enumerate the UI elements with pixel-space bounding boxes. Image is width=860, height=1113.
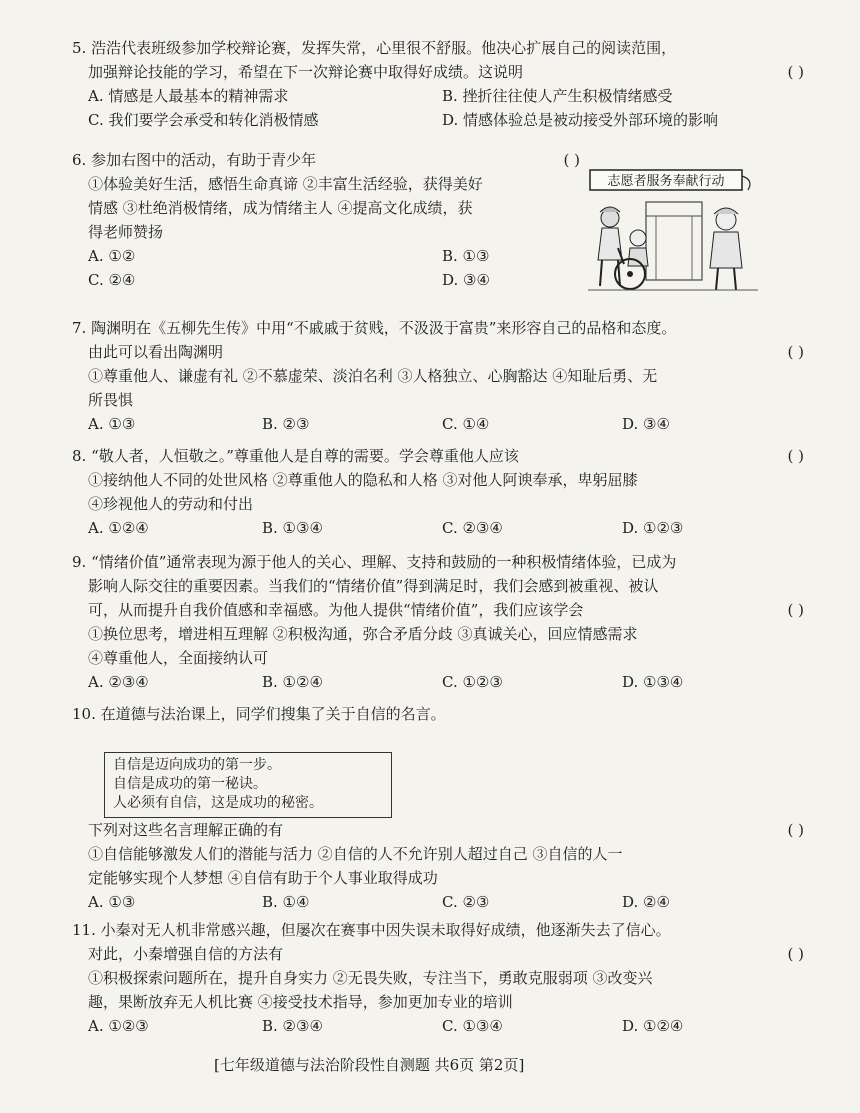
- q7-option-a: A. ①③: [88, 415, 136, 433]
- q8-answer-blank: ( ): [787, 447, 804, 465]
- q7-stem-line-2: 由此可以看出陶渊明: [88, 343, 224, 361]
- q11-option-b: B. ②③④: [262, 1017, 323, 1035]
- q5-option-b: B. 挫折往往使人产生积极情绪感受: [442, 87, 673, 105]
- q11-choices-line-2: 趣，果断放弃无人机比赛 ④接受技术指导，参加更加专业的培训: [88, 993, 513, 1011]
- q8-option-d: D. ①②③: [622, 519, 684, 537]
- q7-choices-line-2: 所畏惧: [88, 391, 134, 409]
- q8-option-a: A. ①②④: [88, 519, 149, 537]
- q6-stem-line-1: 6. 参加右图中的活动，有助于青少年: [72, 151, 317, 169]
- q6-option-d: D. ③④: [442, 271, 490, 289]
- volunteer-scene-image: [588, 168, 758, 293]
- q7-option-c: C. ①④: [442, 415, 490, 433]
- q5-stem-line-1: 5. 浩浩代表班级参加学校辩论赛，发挥失常，心里很不舒服。他决心扩展自己的阅读范围，: [72, 39, 677, 57]
- q9-answer-blank: ( ): [787, 601, 804, 619]
- question-10: [72, 702, 804, 726]
- q6-option-c: C. ②④: [88, 271, 136, 289]
- q11-stem-line-2: 对此，小秦增强自信的方法有: [88, 945, 284, 963]
- q10-stem-line-2: 下列对这些名言理解正确的有: [88, 821, 284, 839]
- q6-answer-blank: ( ): [563, 151, 580, 169]
- q10-quote-2: 自信是成功的第一秘诀。: [113, 776, 267, 792]
- question-6: [72, 148, 580, 292]
- q6-banner-text: 志愿者服务奉献行动: [607, 174, 725, 189]
- q7-option-d: D. ③④: [622, 415, 670, 433]
- q6-choices-line-2: 情感 ③杜绝消极情绪，成为情绪主人 ④提高文化成绩，获: [88, 199, 473, 217]
- q9-stem-line-2: 影响人际交往的重要因素。当我们的“情绪价值”得到满足时，我们会感到被重视、被认: [88, 577, 659, 595]
- question-8: [72, 444, 804, 540]
- q10-option-d: D. ②④: [622, 893, 670, 911]
- q10-option-a: A. ①③: [88, 893, 136, 911]
- q10-answer-blank: ( ): [787, 821, 804, 839]
- q6-option-a: A. ①②: [88, 247, 136, 265]
- q8-option-b: B. ①③④: [262, 519, 323, 537]
- q9-option-a: A. ②③④: [88, 673, 149, 691]
- q11-option-d: D. ①②④: [622, 1017, 684, 1035]
- q10-choices-line-2: 定能够实现个人梦想 ④自信有助于个人事业取得成功: [88, 869, 438, 887]
- q10-quote-1: 自信是迈向成功的第一步。: [113, 757, 281, 773]
- q5-answer-blank: ( ): [787, 63, 804, 81]
- q9-choices-line-1: ①换位思考，增进相互理解 ②积极沟通，弥合矛盾分歧 ③真诚关心，回应情感需求: [88, 625, 638, 643]
- page-footer: [七年级道德与法治阶段性自测题 共6页 第2页]: [214, 1056, 525, 1074]
- q11-answer-blank: ( ): [787, 945, 804, 963]
- q10-option-b: B. ①④: [262, 893, 310, 911]
- question-11: [72, 918, 804, 1038]
- volunteer-illustration: [588, 168, 758, 293]
- q5-option-a: A. 情感是人最基本的精神需求: [88, 87, 289, 105]
- q5-stem-line-2: 加强辩论技能的学习，希望在下一次辩论赛中取得好成绩。这说明: [88, 63, 524, 81]
- q5-option-d: D. 情感体验总是被动接受外部环境的影响: [442, 111, 719, 129]
- q10-quote-3: 人必须有自信，这是成功的秘密。: [113, 795, 323, 811]
- q9-option-b: B. ①②④: [262, 673, 323, 691]
- q9-option-c: C. ①②③: [442, 673, 503, 691]
- q9-stem-line-1: 9. “情绪价值”通常表现为源于他人的关心、理解、支持和鼓励的一种积极情绪体验，已成为: [72, 553, 677, 571]
- question-5: [72, 36, 804, 132]
- q9-option-d: D. ①③④: [622, 673, 684, 691]
- q10-choices-line-1: ①自信能够激发人们的潜能与活力 ②自信的人不允许别人超过自己 ③自信的人一: [88, 845, 623, 863]
- question-7: [72, 316, 804, 436]
- q9-stem-line-3: 可，从而提升自我价值感和幸福感。为他人提供“情绪价值”，我们应该学会: [88, 601, 584, 619]
- q8-choices-line-2: ④珍视他人的劳动和付出: [88, 495, 254, 513]
- q11-stem-line-1: 11. 小秦对无人机非常感兴趣，但屡次在赛事中因失误未取得好成绩，他逐渐失去了信心。: [72, 921, 671, 939]
- question-10-body: [72, 818, 804, 914]
- q8-option-c: C. ②③④: [442, 519, 503, 537]
- q11-choices-line-1: ①积极探索问题所在，提升自身实力 ②无畏失败，专注当下，勇敢克服弱项 ③改变兴: [88, 969, 653, 987]
- q11-option-a: A. ①②③: [88, 1017, 149, 1035]
- q5-option-c: C. 我们要学会承受和转化消极情感: [88, 111, 319, 129]
- q10-stem-line-1: 10. 在道德与法治课上，同学们搜集了关于自信的名言。: [72, 705, 446, 723]
- q9-choices-line-2: ④尊重他人，全面接纳认可: [88, 649, 269, 667]
- q7-option-b: B. ②③: [262, 415, 310, 433]
- q8-stem-line-1: 8. “敬人者，人恒敬之。”尊重他人是自尊的需要。学会尊重他人应该: [72, 447, 519, 465]
- q6-option-b: B. ①③: [442, 247, 490, 265]
- q11-option-c: C. ①③④: [442, 1017, 503, 1035]
- question-9: [72, 550, 804, 694]
- q7-answer-blank: ( ): [787, 343, 804, 361]
- q8-choices-line-1: ①接纳他人不同的处世风格 ②尊重他人的隐私和人格 ③对他人阿谀奉承，卑躬屈膝: [88, 471, 638, 489]
- q7-choices-line-1: ①尊重他人、谦虚有礼 ②不慕虚荣、淡泊名利 ③人格独立、心胸豁达 ④知耻后勇、无: [88, 367, 658, 385]
- q10-quotes-box: [104, 752, 392, 818]
- q10-option-c: C. ②③: [442, 893, 490, 911]
- q6-choices-line-3: 得老师赞扬: [88, 223, 164, 241]
- q6-choices-line-1: ①体验美好生活，感悟生命真谛 ②丰富生活经验，获得美好: [88, 175, 483, 193]
- q7-stem-line-1: 7. 陶渊明在《五柳先生传》中用“不戚戚于贫贱，不汲汲于富贵”来形容自己的品格和态度。: [72, 319, 677, 337]
